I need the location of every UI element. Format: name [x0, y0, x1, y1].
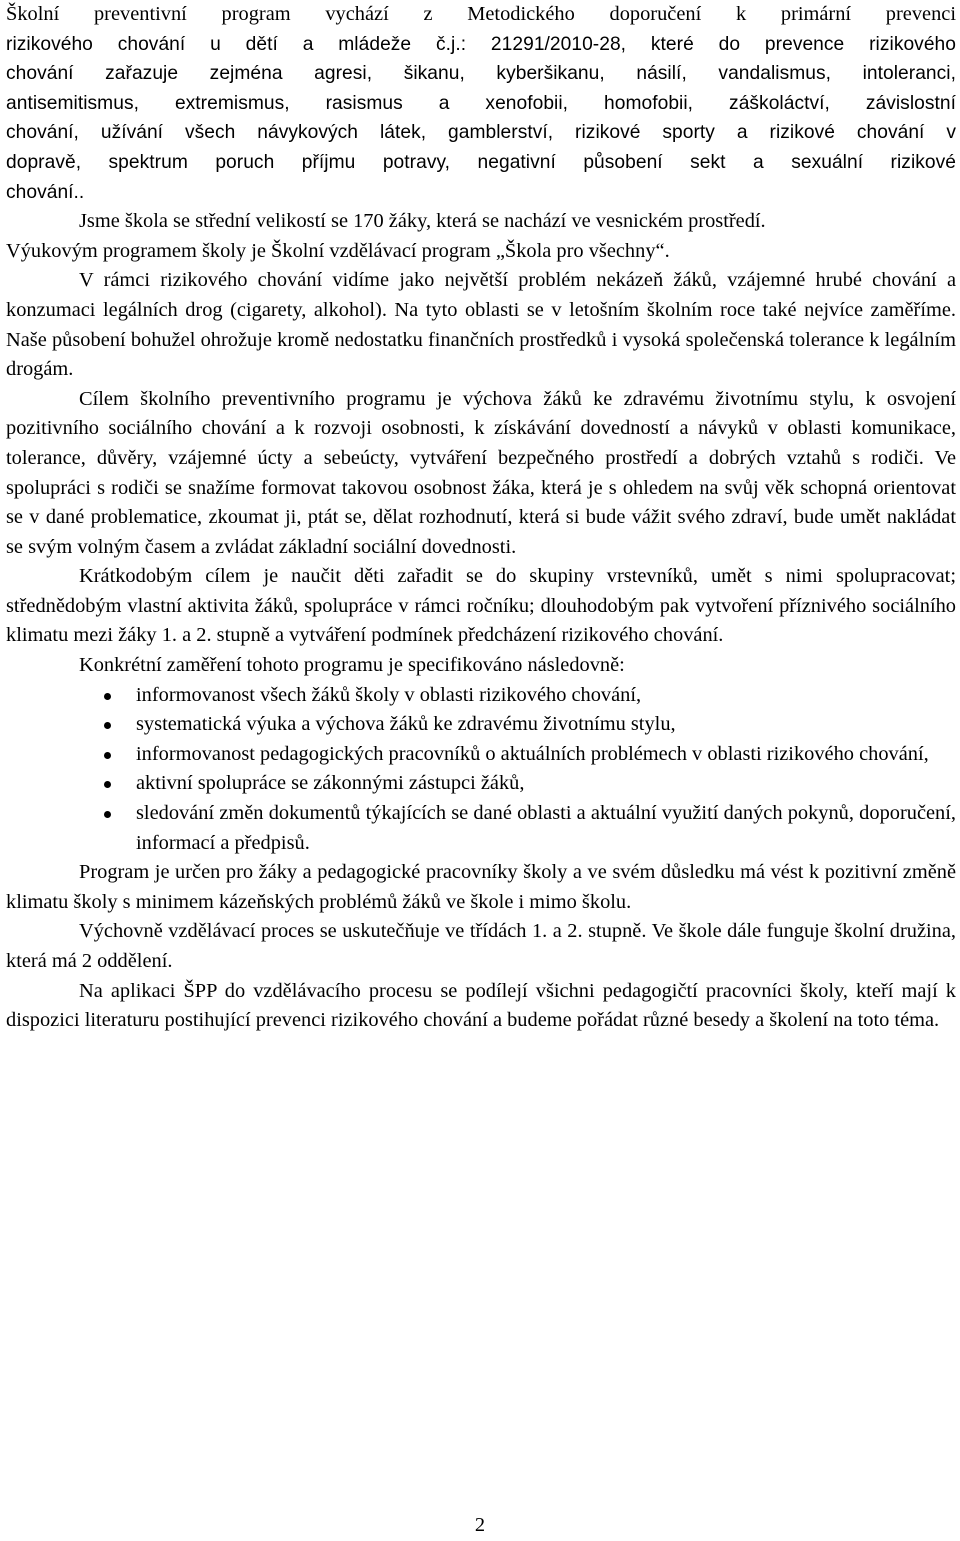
intro-line: Školní preventivní program vychází z Metodického doporučení k primární prevenci — [6, 3, 956, 25]
list-item-text: systematická výuka a výchova žáků ke zdravému životnímu stylu, — [136, 713, 676, 736]
list-item-text: sledování změn dokumentů týkajících se dané oblasti a aktuální využití daných pokynů, doporučení, informací a předpisů. — [136, 802, 956, 854]
short-term-goals-paragraph: Krátkodobým cílem je naučit děti zařadit se do skupiny vrstevníků, umět s nimi spolupracovat; střednědobým vlastní aktivita žáků, spolupráce v rámci ročníku; dlouhodobým pak vytvoření příznivého sociálního klimatu mezi žáky 1. a 2. stupně a vytváření podmínek předcházení rizikového chování. — [6, 565, 956, 647]
list-item — [6, 799, 956, 858]
bullet-icon — [104, 811, 111, 818]
list-item — [6, 710, 956, 740]
document-page — [6, 0, 956, 1036]
intro-line: dopravě, spektrum poruch příjmu potravy, negativní působení sekt a sexuální rizikové — [6, 151, 956, 173]
list-item-text: aktivní spolupráce se zákonnými zástupci žáků, — [136, 772, 525, 795]
intro-line: chování.. — [6, 181, 85, 203]
school-size-paragraph: Jsme škola se střední velikostí se 170 žáky, která se nachází ve vesnickém prostředí. — [79, 210, 766, 233]
education-process-paragraph: Výchovně vzdělávací proces se uskutečňuje ve třídách 1. a 2. stupně. Ve škole dále funguje školní družina, která má 2 oddělení. — [6, 920, 956, 972]
curriculum-paragraph: Výukovým programem školy je Školní vzdělávací program „Škola pro všechny“. — [6, 239, 670, 262]
page-number: 2 — [474, 1514, 486, 1536]
program-target-paragraph: Program je určen pro žáky a pedagogické pracovníky školy a ve svém důsledku má vést k pozitivní změně klimatu školy s minimem kázeňských problémů žáků ve škole i mimo školu. — [6, 861, 956, 913]
list-item-text: informovanost pedagogických pracovníků o aktuálních problémech v oblasti rizikového chování, — [136, 742, 929, 765]
list-item — [6, 769, 956, 799]
intro-line: antisemitismus, extremismus, rasismus a xenofobii, homofobii, záškoláctví, závislostní — [6, 92, 956, 114]
bullet-icon — [104, 722, 111, 729]
intro-line: chování zařazuje zejména agresi, šikanu, kyberšikanu, násilí, vandalismus, intoleranci, — [6, 63, 956, 85]
list-item — [6, 681, 956, 711]
bullet-icon — [104, 693, 111, 700]
intro-line: chování, užívání všech návykových látek, gamblerství, rizikové sporty a rizikové chování v — [6, 122, 956, 144]
list-item — [6, 740, 956, 770]
bullet-icon — [104, 752, 111, 759]
intro-line: rizikového chování u dětí a mládeže č.j.: 21291/2010-28, které do prevence rizikového — [6, 33, 956, 55]
risk-behaviour-paragraph: V rámci rizikového chování vidíme jako největší problém nekázeň žáků, vzájemné hrubé chování a konzumaci legálních drog (cigarety, alkohol). Na tyto oblasti se v letošním školním roce také nejvíce zaměříme. Naše působení bohužel ohrožuje kromě nedostatku finančních prostředků i vysoká společenská tolerance k legálním drogám. — [6, 269, 956, 381]
focus-intro-paragraph: Konkrétní zaměření tohoto programu je specifikováno následovně: — [79, 654, 625, 677]
staff-involvement-paragraph: Na aplikaci ŠPP do vzdělávacího procesu se podílejí všichni pedagogičtí pracovníci školy, kteří mají k dispozici literaturu postihující prevenci rizikového chování a budeme pořádat různé besedy a školení na toto téma. — [6, 979, 956, 1032]
goals-paragraph: Cílem školního preventivního programu je výchova žáků ke zdravému životnímu stylu, k osvojení pozitivního sociálního chování a k rozvoji osobnosti, k získávání dovedností a návyků v oblasti komunikace, tolerance, důvěry, vzájemné úcty a sebeúcty, vytváření bezpečného prostředí a dobrých vztahů s rodiči. Ve spolupráci s rodiči se snažíme formovat takovou osobnost žáka, která je s ohledem na svůj věk schopná orientovat se v dané problematice, zkoumat ji, ptát se, dělat rozhodnutí, která si bude vážit svého zdraví, bude umět nakládat se svým volným časem a zvládat základní sociální dovednosti. — [6, 387, 956, 558]
focus-list — [6, 681, 956, 859]
intro-paragraph — [6, 0, 956, 207]
bullet-icon — [104, 781, 111, 788]
list-item-text: informovanost všech žáků školy v oblasti rizikového chování, — [136, 683, 642, 706]
